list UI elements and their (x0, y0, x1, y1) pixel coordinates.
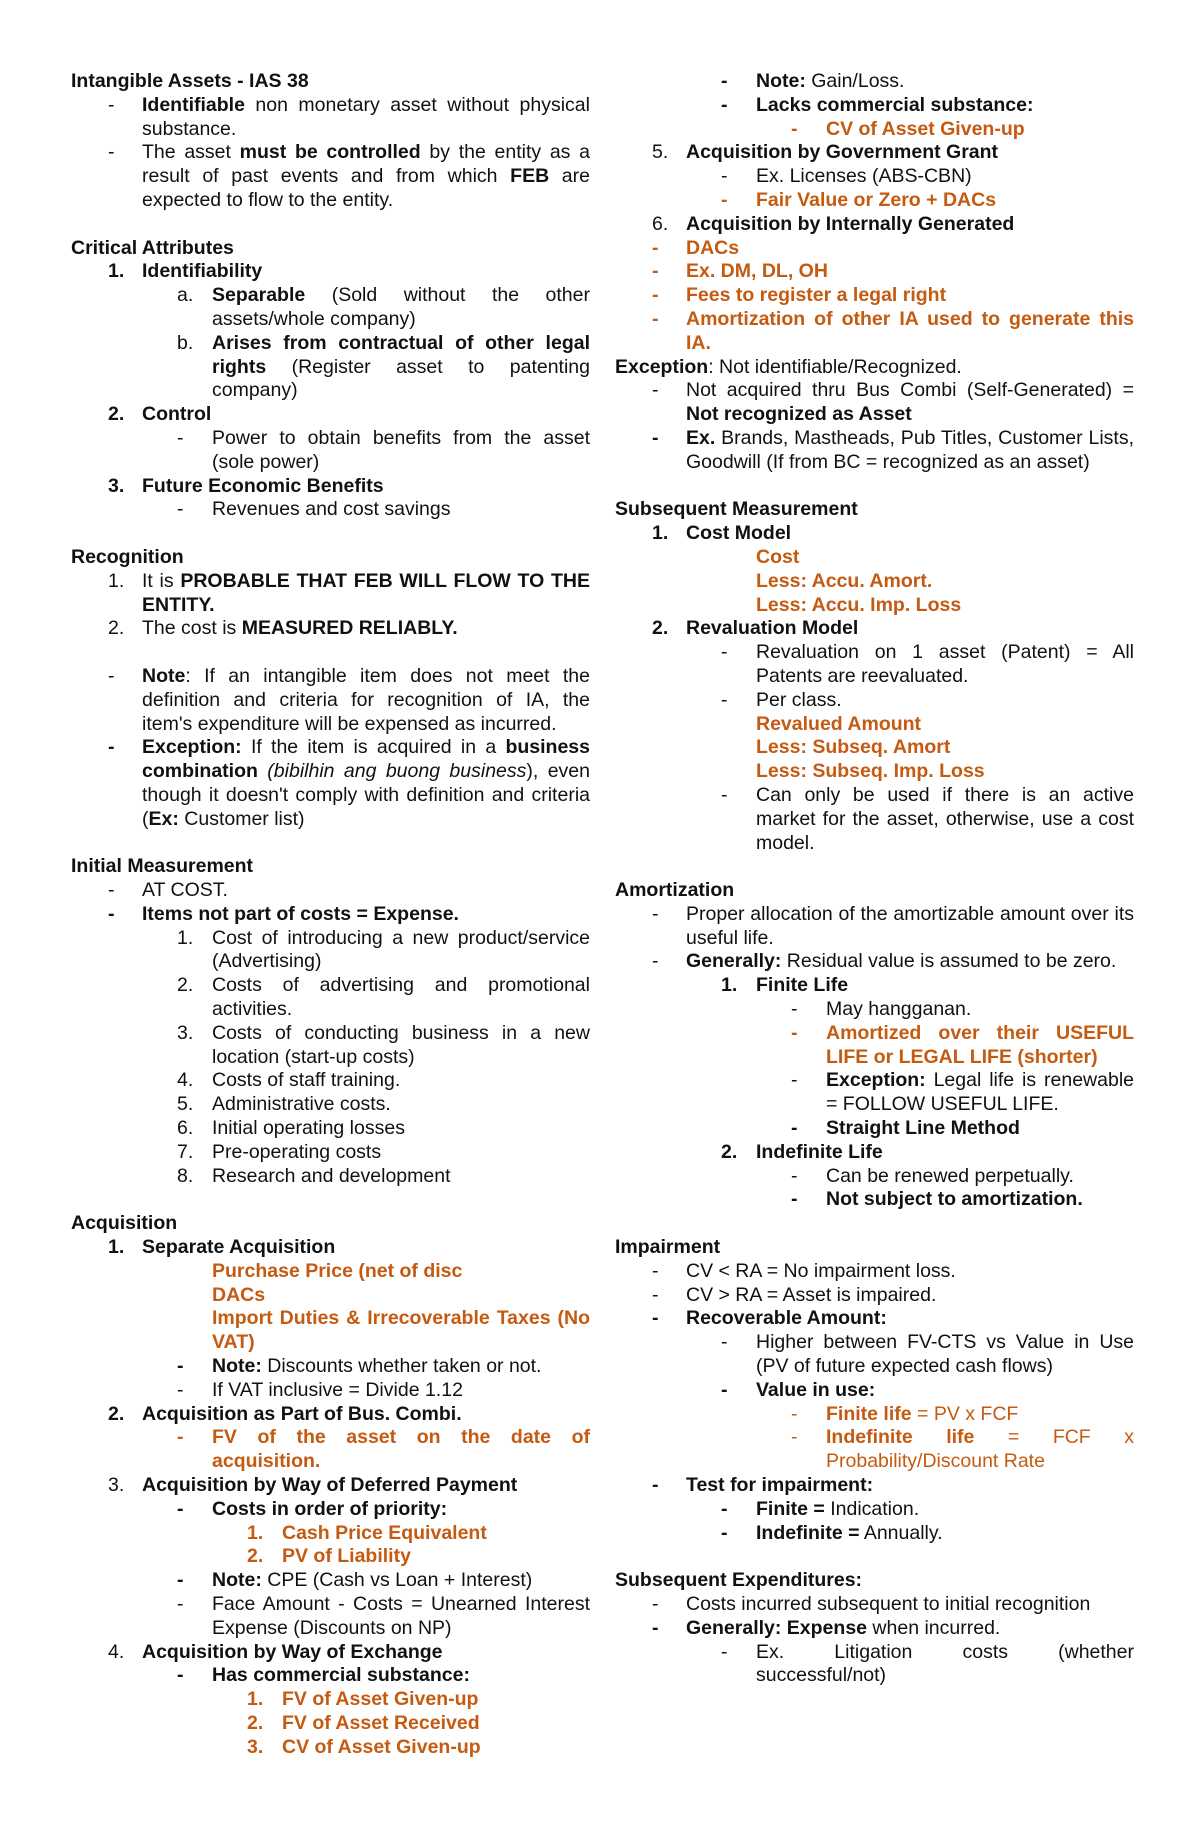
expenditure-item: - Generally: Expense when incurred. (652, 1616, 1001, 1639)
life-subitem: - Can be renewed perpetually. (791, 1164, 1074, 1187)
model-item: 1. Cost Model (652, 522, 792, 545)
acquisition-note: - If VAT inclusive = Divide 1.12 (177, 1378, 463, 1401)
acquisition-item: 6. Acquisition by Internally Generated (652, 212, 1015, 235)
exchange-lacks: - Lacks commercial substance: (721, 93, 1034, 116)
exchange-item: 2. FV of Asset Received (247, 1711, 480, 1734)
reval-item: - Revaluation on 1 asset (Patent) = All Patents are reevaluated. (721, 641, 1134, 687)
internal-item: - Amortization of other IA used to generate this IA. (652, 307, 1134, 354)
attribute-subitem: b. Arises from contractual of other legal rights (Register asset to patenting company) (177, 331, 590, 402)
left-column (71, 70, 590, 1760)
cost-item: 1. Cost of introducing a new product/service (Advertising) (177, 926, 590, 973)
doc-title: Intangible Assets - IAS 38 (71, 70, 309, 92)
acquisition-item: 2. Acquisition as Part of Bus. Combi. (108, 1402, 462, 1425)
reval-model-line: Less: Subseq. Imp. Loss (756, 760, 985, 783)
exception-item: - Not acquired thru Bus Combi (Self-Generated) = Not recognized as Asset (652, 379, 1134, 426)
cost-model-line: Less: Accu. Amort. (756, 569, 933, 592)
life-subitem: - Exception: Legal life is renewable = FOLLOW USEFUL LIFE. (791, 1069, 1134, 1116)
internal-item: - Ex. DM, DL, OH (652, 260, 828, 283)
exception-line: Exception: Not identifiable/Recognized. (615, 355, 962, 378)
cost-model-line: Less: Accu. Imp. Loss (756, 593, 962, 616)
acquisition-subitem: - Costs in order of priority: (177, 1497, 448, 1520)
section-heading-critical: Critical Attributes (71, 236, 234, 259)
life-subitem: - Amortized over their USEFUL LIFE or LEGAL LIFE (shorter) (791, 1021, 1134, 1068)
attribute-subitem: a. Separable (Sold without the other assets/whole company) (177, 284, 590, 330)
acquisition-subitem: - Has commercial substance: (177, 1664, 470, 1687)
section-heading-amortization: Amortization (615, 879, 735, 902)
life-subitem: - May hangganan. (791, 998, 972, 1021)
acquisition-item: 4. Acquisition by Way of Exchange (108, 1640, 443, 1663)
impairment-subitem: - Higher between FV-CTS vs Value in Use (PV of future expected cash flows) (721, 1331, 1134, 1378)
reval-model-line: Less: Subseq. Amort (756, 736, 951, 759)
acquisition-note: - Note: CPE (Cash vs Loan + Interest) (177, 1569, 533, 1592)
model-item: 2. Revaluation Model (652, 617, 859, 640)
section-heading-subsequent: Subsequent Measurement (615, 498, 858, 521)
exchange-lacks-item: - CV of Asset Given-up (791, 117, 1025, 140)
acquisition-cost-line: Purchase Price (net of disc (212, 1259, 463, 1282)
life-item: 2. Indefinite Life (721, 1140, 883, 1163)
attribute-item: 2. Control (108, 403, 212, 426)
section-heading-initial: Initial Measurement (71, 855, 254, 878)
section-heading-acquisition: Acquisition (71, 1212, 178, 1235)
priority-item: 2. PV of Liability (247, 1545, 411, 1568)
life-item: 1. Finite Life (721, 974, 849, 997)
section-heading-impairment: Impairment (615, 1236, 721, 1259)
internal-item: - Fees to register a legal right (652, 284, 947, 307)
impairment-item: - Recoverable Amount: (652, 1307, 887, 1330)
value-in-use-item: - Indefinite life = FCF x Probability/Discount Rate (791, 1426, 1134, 1473)
grant-item: - Ex. Licenses (ABS-CBN) (721, 165, 972, 188)
recognition-exception: - Exception: If the item is acquired in a business combination (bibilhin ang buong business), even though it doesn't comply with definition and criteria (Ex: Customer list) (108, 736, 590, 830)
acquisition-note: - Face Amount - Costs = Unearned Interest Expense (Discounts on NP) (177, 1593, 590, 1639)
value-in-use-item: - Finite life = PV x FCF (791, 1402, 1019, 1425)
exchange-item: 3. CV of Asset Given-up (247, 1735, 481, 1758)
expenditure-subitem: - Ex. Litigation costs (whether successful/not) (721, 1640, 1134, 1687)
attribute-item: 3. Future Economic Benefits (108, 474, 384, 497)
cost-item: 3. Costs of conducting business in a new location (start-up costs) (177, 1021, 590, 1068)
acquisition-item: 3. Acquisition by Way of Deferred Payment (108, 1474, 518, 1497)
exchange-note: - Note: Gain/Loss. (721, 70, 905, 92)
definition-item: - Identifiable non monetary asset without physical substance. (108, 93, 590, 140)
initial-item: - AT COST. (108, 879, 228, 902)
amort-item: - Generally: Residual value is assumed to be zero. (652, 950, 1117, 973)
reval-item: - Can only be used if there is an active market for the asset, otherwise, use a cost model. (721, 783, 1134, 854)
acquisition-fv: - FV of the asset on the date of acquisition. (177, 1426, 590, 1473)
grant-item: - Fair Value or Zero + DACs (721, 188, 997, 211)
definition-item: - The asset must be controlled by the entity as a result of past events and from which FEB are expected to flow to the entity. (108, 141, 590, 211)
recognition-note: - Note: If an intangible item does not meet the definition and criteria for recognition of IA, the item's expenditure will be expensed as incurred. (108, 664, 590, 735)
amort-item: - Proper allocation of the amortizable amount over its useful life. (652, 902, 1134, 949)
expenditure-item: - Costs incurred subsequent to initial recognition (652, 1593, 1091, 1615)
cost-item: 4. Costs of staff training. (177, 1069, 401, 1092)
priority-item: 1. Cash Price Equivalent (247, 1521, 487, 1544)
impairment-subitem: - Finite = Indication. (721, 1497, 920, 1520)
acquisition-cost-line: DACs (212, 1283, 266, 1306)
attribute-subitem: - Revenues and cost savings (177, 498, 451, 521)
life-subitem: - Not subject to amortization. (791, 1188, 1083, 1211)
section-heading-recognition: Recognition (71, 545, 184, 568)
recognition-item: 2. The cost is MEASURED RELIABLY. (108, 617, 458, 640)
impairment-subitem: - Value in use: (721, 1378, 876, 1401)
exception-item: - Ex. Brands, Mastheads, Pub Titles, Customer Lists, Goodwill (If from BC = recognized as an asset) (652, 426, 1134, 473)
cost-item: 8. Research and development (177, 1164, 451, 1187)
reval-item: - Per class. (721, 688, 842, 711)
impairment-subitem: - Indefinite = Annually. (721, 1521, 943, 1544)
life-subitem: - Straight Line Method (791, 1117, 1020, 1140)
reval-model-line: Revalued Amount (756, 712, 922, 735)
cost-item: 2. Costs of advertising and promotional activities. (177, 974, 590, 1021)
impairment-item: - CV < RA = No impairment loss. (652, 1259, 956, 1282)
impairment-item: - Test for impairment: (652, 1474, 874, 1497)
internal-item: - DACs (652, 236, 740, 259)
exchange-item: 1. FV of Asset Given-up (247, 1688, 479, 1711)
right-column (615, 70, 1134, 1688)
cost-item: 5. Administrative costs. (177, 1093, 391, 1116)
recognition-item: 1. It is PROBABLE THAT FEB WILL FLOW TO THE ENTITY. (108, 569, 590, 616)
cost-model-line: Cost (756, 545, 800, 568)
cost-item: 7. Pre-operating costs (177, 1140, 382, 1163)
acquisition-item: 5. Acquisition by Government Grant (652, 141, 999, 164)
cost-item: 6. Initial operating losses (177, 1117, 405, 1140)
section-heading-subsequent-expenditures: Subsequent Expenditures: (615, 1569, 863, 1592)
attribute-item: 1. Identifiability (108, 260, 263, 283)
initial-item: - Items not part of costs = Expense. (108, 902, 459, 925)
attribute-subitem: - Power to obtain benefits from the asset (sole power) (177, 426, 590, 473)
acquisition-cost-line: Import Duties & Irrecoverable Taxes (No VAT) (212, 1307, 590, 1354)
acquisition-item: 1. Separate Acquisition (108, 1236, 336, 1259)
acquisition-note: - Note: Discounts whether taken or not. (177, 1355, 542, 1378)
impairment-item: - CV > RA = Asset is impaired. (652, 1283, 937, 1306)
